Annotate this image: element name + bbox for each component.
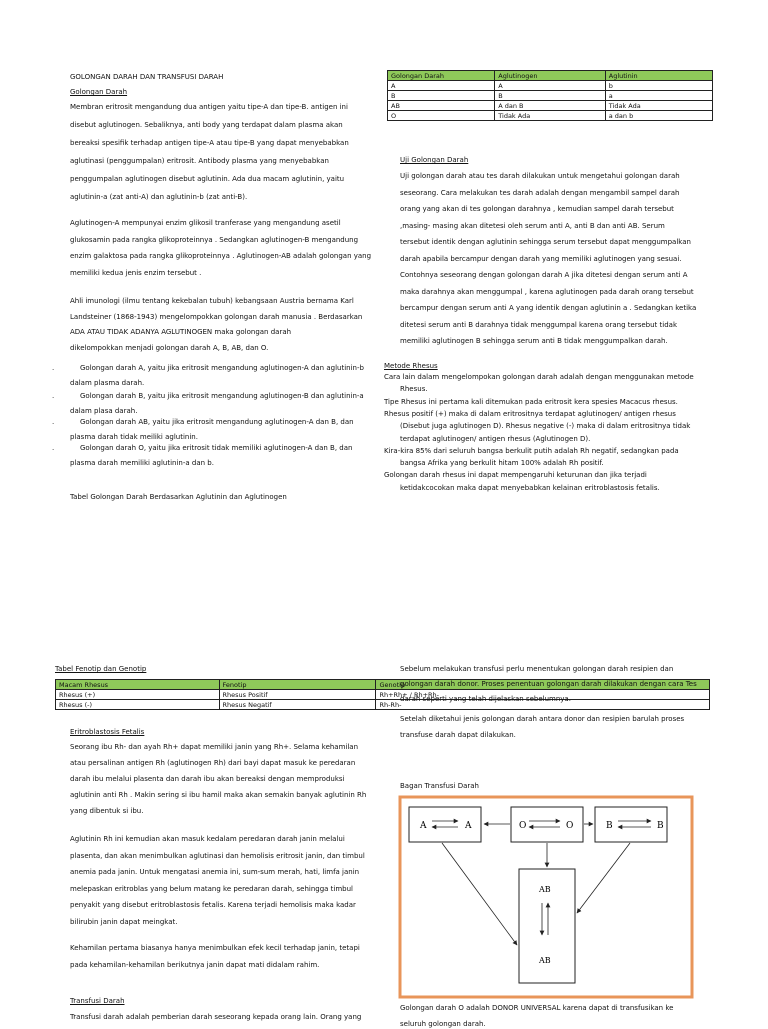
section-title-eritroblastosis: Eritroblastosis Fetalis bbox=[70, 728, 145, 736]
text-line: dikelompokkan menjadi golongan darah A, B, AB, dan O. bbox=[70, 343, 269, 352]
paragraph-donor-universal: Golongan darah O adalah DONOR UNIVERSAL karena dapat di transfusikan ke bbox=[400, 1004, 674, 1012]
text-line: memiliki aglutinogen B sehingga serum anti B tidak menggumpalkan darah. bbox=[400, 337, 668, 345]
page-title: GOLONGAN DARAH DAN TRANSFUSI DARAH bbox=[70, 73, 224, 81]
bullet-item-text: plasma darah memiliki aglutinin-a dan b. bbox=[70, 459, 214, 467]
text-line: darah ibu melalui plasenta dan darah ibu akan bereaksi dengan memproduksi bbox=[70, 775, 345, 783]
text-line: orang yang akan di tes golongan darahnya , kemudian sampel darah tersebut bbox=[400, 205, 674, 213]
text-line: Kehamilan pertama biasanya hanya menimbulkan efek kecil terhadap janin, tetapi bbox=[70, 944, 360, 952]
table-cell: B bbox=[495, 91, 606, 101]
text-line: anemia pada janin. Untuk mengatasi anemia ini, sum-sum merah, hati, limfa janin bbox=[70, 868, 360, 876]
table-cell: A dan B bbox=[495, 101, 606, 111]
text-line: bangsa Afrika yang berkulit hitam 100% adalah Rh positif. bbox=[400, 459, 604, 468]
table-cell: Rhesus Negatif bbox=[219, 700, 376, 710]
text-line: aglutinasi (penggumpalan) eritrosit. Antibody plasma yang menyebabkan bbox=[70, 157, 329, 165]
table-cell: B bbox=[388, 91, 495, 101]
table-row bbox=[388, 81, 713, 91]
arrow-b-to-ab bbox=[577, 843, 630, 913]
bullet-icon: · bbox=[52, 420, 55, 428]
table-caption: Tabel Golongan Darah Berdasarkan Aglutinin dan Aglutinogen bbox=[70, 493, 287, 501]
bullet-icon: · bbox=[52, 366, 55, 374]
bullet-item-text: Golongan darah A, yaitu jika eritrosit mengandung aglutinogen-A dan aglutinin-b bbox=[80, 364, 364, 372]
label-b-right: B bbox=[657, 821, 664, 831]
text-line: Setelah diketahui jenis golongan darah antara donor dan resipien barulah proses bbox=[400, 715, 685, 723]
text-line: aglutinin-a (zat anti-A) dan aglutinin-b (zat anti-B). bbox=[70, 193, 248, 201]
text-line: maka darahnya akan menggumpal , karena aglutinogen pada darah orang tersebut bbox=[400, 287, 694, 296]
table-header-cell: Aglutinin bbox=[605, 71, 712, 81]
text-line: enzim galaktosa pada rangka glikoproteinnya . Aglutinogen-AB adalah golongan yang bbox=[70, 252, 372, 260]
label-b-left: B bbox=[606, 821, 613, 831]
text-line: memiliki kedua jenis enzim tersebut . bbox=[70, 268, 202, 277]
bullet-icon: · bbox=[52, 446, 55, 454]
transfusion-diagram bbox=[398, 795, 694, 999]
text-line: Membran eritrosit mengandung dua antigen yaitu tipe-A dan tipe-B. antigen ini bbox=[70, 103, 348, 111]
bullet-icon: · bbox=[52, 394, 55, 402]
text-line: (Disebut juga aglutinogen D). Rhesus negative (-) maka di dalam eritrositnya tidak bbox=[400, 422, 691, 431]
text-line: Uji golongan darah atau tes darah dilakukan untuk mengetahui golongan darah bbox=[400, 172, 680, 180]
text-line: Contohnya seseorang dengan golongan darah A jika ditetesi dengan serum anti A bbox=[400, 271, 688, 279]
section-title-uji-golongan: Uji Golongan Darah bbox=[400, 156, 469, 164]
label-a-left: A bbox=[420, 821, 427, 831]
table-cell: a bbox=[605, 91, 712, 101]
text-line: seseorang. Cara melakukan tes darah adalah dengan mengambil sampel darah bbox=[400, 188, 680, 197]
bullet-item-text: Golongan darah O, yaitu jika eritrosit tidak memiliki aglutinogen-A dan B, dan bbox=[80, 444, 353, 452]
section-title-transfusi: Transfusi Darah bbox=[70, 997, 125, 1005]
text-line: Kira-kira 85% dari seluruh bangsa berkulit putih adalah Rh negatif, sedangkan pada bbox=[384, 446, 679, 455]
text-line: golongan darah donor. Proses penentuan golongan darah dilakukan dengan cara Tes bbox=[400, 680, 697, 688]
paragraph-transfusi: Transfusi darah adalah pemberian darah seseorang kepada orang lain. Orang yang bbox=[70, 1013, 362, 1021]
text-line: transfuse darah dapat dilakukan. bbox=[400, 730, 516, 739]
text-line: bilirubin janin dapat meingkat. bbox=[70, 917, 178, 926]
text-line: Rhesus. bbox=[400, 385, 428, 394]
table-row bbox=[388, 101, 713, 111]
text-line: terdapat aglutinogen/ antigen rhesus (Aglutinogen D). bbox=[400, 434, 591, 443]
text-line: bercampur dengan serum anti A yang identik dengan aglutinin a . Sedangkan ketika bbox=[400, 304, 697, 312]
table-row bbox=[56, 700, 710, 710]
text-line: Tipe Rhesus ini pertama kali ditemukan pada eritrosit kera spesies Macacus rhesus. bbox=[384, 397, 678, 406]
label-a-right: A bbox=[465, 821, 472, 831]
table-header-cell: Genotip bbox=[376, 680, 710, 690]
text-line: ,masing- masing akan ditetesi oleh serum anti A, anti B dan anti AB. Serum bbox=[400, 221, 665, 230]
section-title-golongan-darah: Golongan Darah bbox=[70, 88, 128, 96]
bullet-item-text: dalam plasa darah. bbox=[70, 407, 138, 415]
table-cell: a dan b bbox=[605, 111, 712, 121]
text-line: darah seperti yang telah dijelaskan sebelumnya. bbox=[400, 695, 571, 703]
text-line: penyakit yang disebut eritroblastosis fetalis. Karena terjadi hemolisis maka kadar bbox=[70, 901, 356, 909]
table-header-cell: Fenotip bbox=[219, 680, 376, 690]
table-cell: A bbox=[388, 81, 495, 91]
table-row bbox=[388, 91, 713, 101]
text-line: ditetesi serum anti B darahnya tidak menggumpal karena orang tersebut tidak bbox=[400, 320, 677, 329]
text-line: melepaskan eritroblas yang belum matang ke peredaran darah, sehingga timbul bbox=[70, 884, 354, 893]
label-o-left: O bbox=[519, 821, 527, 831]
label-ab-bottom: AB bbox=[539, 956, 551, 965]
table-cell: Rh-Rh- bbox=[376, 700, 710, 710]
bullet-item-text: Golongan darah AB, yaitu jika eritrosit mengandung aglutinogen-A dan B, dan bbox=[80, 418, 354, 426]
table-cell: AB bbox=[388, 101, 495, 111]
text-line: ADA ATAU TIDAK ADANYA AGLUTINOGEN maka golongan darah bbox=[70, 328, 292, 336]
text-line: pada kehamilan-kehamilan berikutnya janin dapat mati didalam rahim. bbox=[70, 960, 320, 969]
text-line: plasenta, dan akan menimbulkan aglutinasi dan hemolisis eritrosit janin, dan timbul bbox=[70, 851, 365, 860]
table-row bbox=[56, 690, 710, 700]
rh-table-caption: Tabel Fenotip dan Genotip bbox=[55, 665, 147, 673]
table-row bbox=[388, 111, 713, 121]
text-line: glukosamin pada rangka glikoproteinnya . Sedangkan aglutinogen-B mengandung bbox=[70, 235, 359, 244]
text-line: Cara lain dalam mengelompokan golongan darah adalah dengan menggunakan metode bbox=[384, 373, 694, 381]
table-header-cell: Macam Rhesus bbox=[56, 680, 220, 690]
table-cell: A bbox=[495, 81, 606, 91]
text-line: Golongan darah rhesus ini dapat mempengaruhi keturunan dan jika terjadi bbox=[384, 471, 647, 480]
text-line: yang dibentuk si ibu. bbox=[70, 807, 144, 815]
table-header-cell: Aglutinogen bbox=[495, 71, 606, 81]
bullet-item-text: plasma darah tidak meiliki aglutinin. bbox=[70, 433, 198, 441]
table-header-cell: Golongan Darah bbox=[388, 71, 495, 81]
text-line: Rhesus positif (+) maka di dalam eritrositnya terdapat aglutinogen/ antigen rhesus bbox=[384, 409, 676, 418]
text-line: bereaksi spesifik terhadap antigen tipe-A atau tipe-B yang dapat menyebabkan bbox=[70, 139, 349, 147]
text-line: Ahli imunologi (ilmu tentang kekebalan tubuh) kebangsaan Austria bernama Karl bbox=[70, 297, 354, 305]
text-line: disebut aglutinogen. Sebaliknya, anti body yang terdapat dalam plasma akan bbox=[70, 121, 343, 129]
table-cell: Rhesus Positif bbox=[219, 690, 376, 700]
label-o-right: O bbox=[566, 821, 574, 831]
blood-group-table bbox=[387, 70, 713, 121]
text-line: Aglutinogen-A mempunyai enzim glikosil tranferase yang mengandung asetil bbox=[70, 219, 341, 227]
table-cell: Rhesus (-) bbox=[56, 700, 220, 710]
text-line: Landsteiner (1868-1943) mengelompokkan golongan darah manusia . Berdasarkan bbox=[70, 312, 363, 321]
table-cell: Rh+Rh+ / Rh+Rh- bbox=[376, 690, 710, 700]
table-cell: O bbox=[388, 111, 495, 121]
text-line: tersebut identik dengan aglutinin sehingga serum tersebut dapat menggumpalkan bbox=[400, 238, 691, 246]
text-line: atau persalinan antigen Rh (aglutinogen Rh) dari bayi dapat masuk ke peredaran bbox=[70, 759, 356, 767]
section-title-metode-rhesus: Metode Rhesus bbox=[384, 362, 438, 370]
text-line: ketidakcocokan maka dapat menyebabkan kelainan eritroblastosis fetalis. bbox=[400, 483, 660, 492]
label-ab-top: AB bbox=[539, 885, 551, 894]
text-line: darah apabila bercampur dengan darah yang memiliki aglutinogen yang sesuai. bbox=[400, 254, 682, 263]
arrow-a-to-ab bbox=[442, 843, 517, 945]
text-line: Aglutinin Rh ini kemudian akan masuk kedalam peredaran darah janin melalui bbox=[70, 835, 345, 843]
text-line: aglutinin anti Rh . Makin sering si ibu hamil maka akan semakin banyak aglutinin Rh bbox=[70, 791, 367, 799]
diagram-caption: Bagan Transfusi Darah bbox=[400, 782, 479, 790]
paragraph-donor-universal-2: seluruh golongan darah. bbox=[400, 1020, 486, 1028]
text-line: Sebelum melakukan transfusi perlu menentukan golongan darah resipien dan bbox=[400, 665, 674, 673]
table-cell: Tidak Ada bbox=[605, 101, 712, 111]
table-cell: Tidak Ada bbox=[495, 111, 606, 121]
bullet-item-text: Golongan darah B, yaitu jika eritrosit mengandung aglutinogen-B dan aglutinin-a bbox=[80, 392, 364, 400]
text-line: penggumpalan aglutinogen disebut aglutinin. Ada dua macam aglutinin, yaitu bbox=[70, 175, 345, 183]
text-line: Seorang ibu Rh- dan ayah Rh+ dapat memiliki janin yang Rh+. Selama kehamilan bbox=[70, 743, 359, 751]
bullet-item-text: dalam plasma darah. bbox=[70, 379, 145, 387]
table-cell: b bbox=[605, 81, 712, 91]
table-cell: Rhesus (+) bbox=[56, 690, 220, 700]
